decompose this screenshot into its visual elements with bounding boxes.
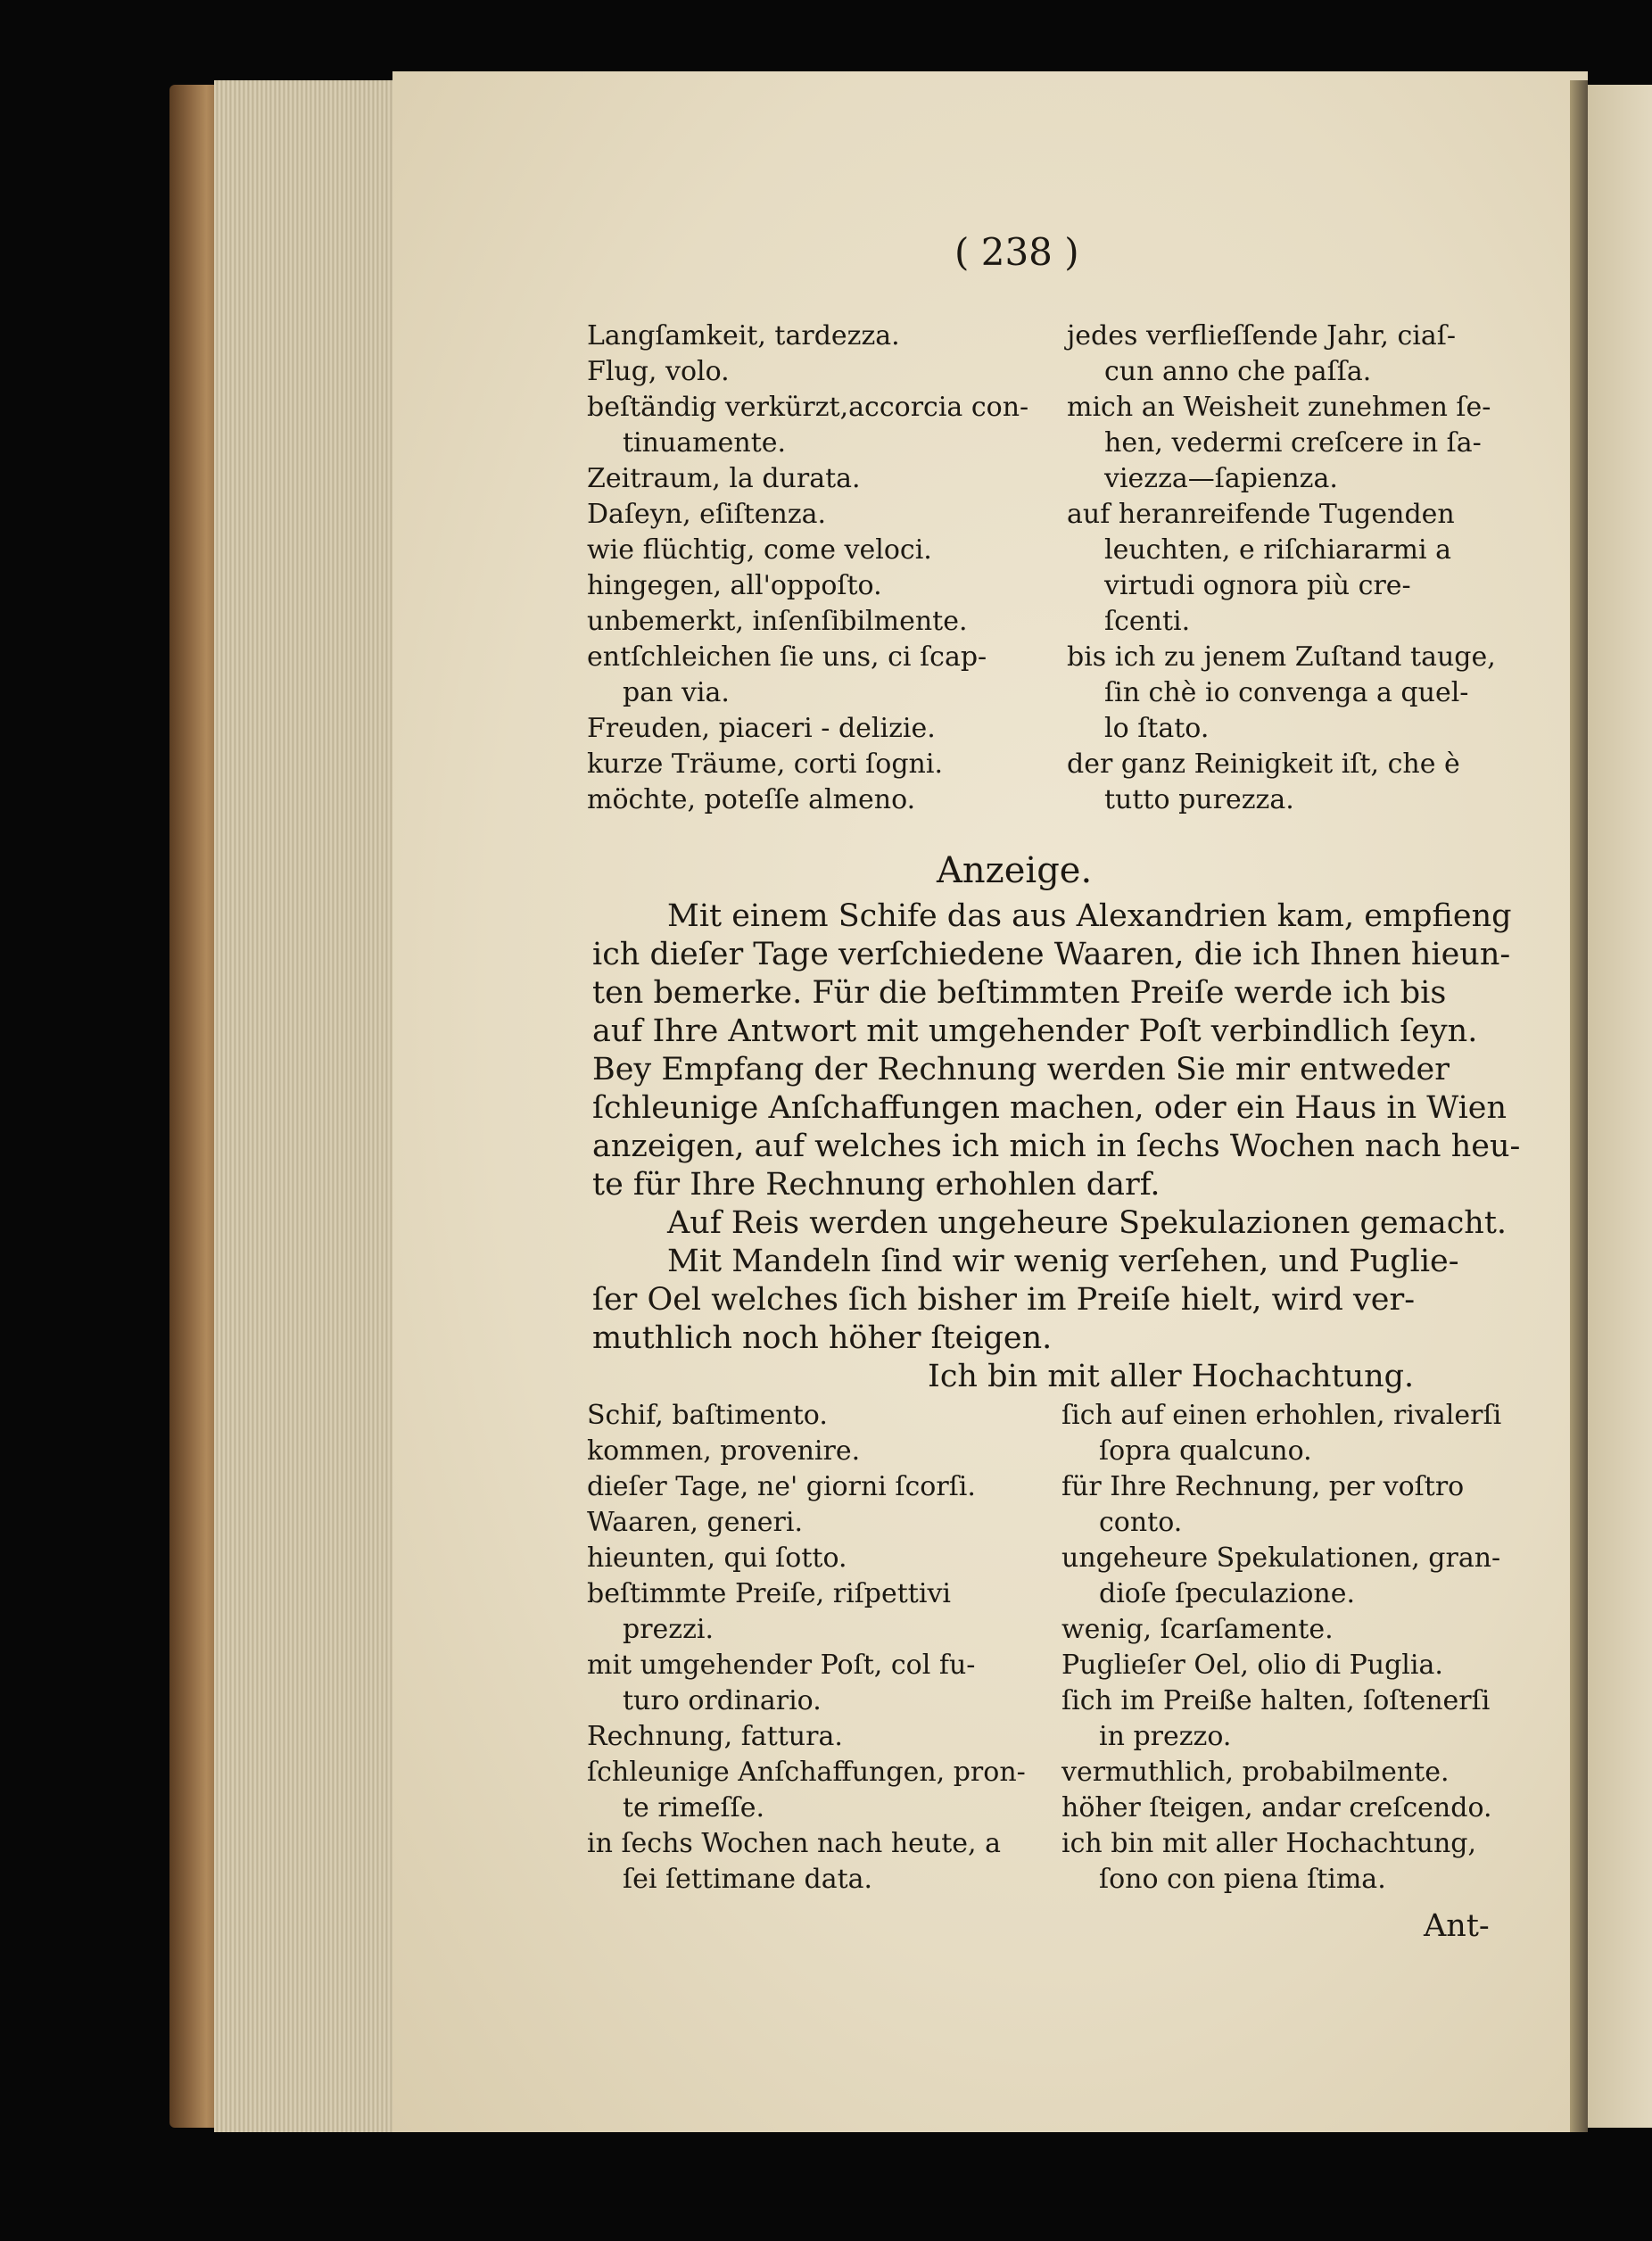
gloss-line: möchte, poteſſe almeno. (587, 784, 916, 815)
gloss-line: te rimeſſe. (623, 1792, 764, 1823)
gloss-line: tinuamente. (623, 427, 787, 459)
gloss-line: wenig, ſcarſamente. (1061, 1614, 1334, 1645)
gloss-line: entſchleichen ſie uns, ci ſcap- (587, 641, 987, 673)
gloss-line: ſin chè io convenga a quel- (1104, 677, 1469, 708)
gloss-line: Flug, volo. (587, 356, 730, 387)
gloss-line: dioſe ſpeculazione. (1099, 1578, 1355, 1609)
gloss-line: wie flüchtig, come veloci. (587, 534, 932, 566)
gloss-line: dieſer Tage, ne' giorni ſcorſi. (587, 1471, 976, 1502)
gloss-line: bis ich zu jenem Zuſtand tauge, (1067, 641, 1496, 673)
gloss-line: ſono con piena ſtima. (1099, 1864, 1386, 1895)
prose-line: anzeigen, auf welches ich mich in ſechs Wochen nach heu- (592, 1129, 1521, 1164)
gloss-line: ſich im Preiße halten, ſoſtenerſi (1061, 1685, 1491, 1716)
section-heading: Anzeige. (937, 850, 1093, 891)
gloss-line: in prezzo. (1099, 1721, 1232, 1752)
gloss-line: Waaren, generi. (587, 1507, 803, 1538)
prose-line: Auf Reis werden ungeheure Spekulazionen gemacht. (667, 1205, 1507, 1241)
gloss-line: in ſechs Wochen nach heute, a (587, 1828, 1001, 1859)
prose-line: ten bemerke. Für die beſtimmten Preiſe werde ich bis (592, 975, 1447, 1011)
prose-line: Mit einem Schife das aus Alexandrien kam, empfieng (667, 898, 1512, 934)
gloss-line: Rechnung, fattura. (587, 1721, 843, 1752)
next-page-edge (1588, 85, 1652, 2128)
gloss-line: vermuthlich, probabilmente. (1061, 1757, 1450, 1788)
gloss-line: auf heranreifende Tugenden (1067, 499, 1455, 530)
gloss-line: hieunten, qui ſotto. (587, 1542, 847, 1574)
gloss-line: höher ſteigen, andar creſcendo. (1061, 1792, 1492, 1823)
gloss-line: viezza—ſapienza. (1104, 463, 1338, 494)
gloss-line: beſtändig verkürzt,accorcia con- (587, 392, 1029, 423)
page-number: ( 238 ) (954, 230, 1079, 274)
gloss-line: conto. (1099, 1507, 1183, 1538)
gloss-line: virtudi ognora più cre- (1104, 570, 1411, 601)
gloss-line: ſcenti. (1104, 606, 1191, 637)
gloss-line: tutto purezza. (1104, 784, 1294, 815)
gloss-line: pan via. (623, 677, 730, 708)
gloss-line: mit umgehender Poſt, col fu- (587, 1650, 976, 1681)
gloss-line: unbemerkt, inſenſibilmente. (587, 606, 968, 637)
prose-line: Mit Mandeln ſind wir wenig verſehen, und Puglie- (667, 1244, 1459, 1279)
gloss-line: ungeheure Spekulationen, gran- (1061, 1542, 1501, 1574)
gloss-line: ſchleunige Anſchaffungen, pron- (587, 1757, 1026, 1788)
gloss-line: cun anno che paſſa. (1104, 356, 1372, 387)
prose-line: ich dieſer Tage verſchiedene Waaren, die ich Ihnen hieun- (592, 937, 1511, 972)
gloss-line: Langſamkeit, tardezza. (587, 320, 900, 351)
book-gutter (1570, 80, 1588, 2132)
gloss-line: jedes verflieſſende Jahr, ciaſ- (1067, 320, 1456, 351)
gloss-line: Daſeyn, eſiſtenza. (587, 499, 827, 530)
gloss-line: hingegen, all'oppoſto. (587, 570, 882, 601)
gloss-line: Schif, baſtimento. (587, 1400, 828, 1431)
prose-line: ſchleunige Anſchaffungen machen, oder ein Haus in Wien (592, 1090, 1507, 1126)
gloss-line: hen, vedermi creſcere in ſa- (1104, 427, 1482, 459)
gloss-line: kurze Träume, corti ſogni. (587, 748, 943, 780)
gloss-line: ich bin mit aller Hochachtung, (1061, 1828, 1477, 1859)
gloss-line: kommen, provenire. (587, 1435, 861, 1467)
prose-line: ſer Oel welches ſich bisher im Preiſe hielt, wird ver- (592, 1282, 1416, 1318)
prose-line: Bey Empfang der Rechnung werden Sie mir entweder (592, 1052, 1450, 1087)
gloss-line: ſei ſettimane data. (623, 1864, 873, 1895)
gloss-line: lo ſtato. (1104, 713, 1210, 744)
gloss-line: der ganz Reinigkeit iſt, che è (1067, 748, 1460, 780)
prose-line: te für Ihre Rechnung erhohlen darf. (592, 1167, 1161, 1203)
gloss-line: ſich auf einen erhohlen, rivalerſi (1061, 1400, 1502, 1431)
gloss-line: Zeitraum, la durata. (587, 463, 861, 494)
prose-line: auf Ihre Antwort mit umgehender Poſt verbindlich ſeyn. (592, 1013, 1478, 1049)
gloss-line: turo ordinario. (623, 1685, 822, 1716)
gloss-line: prezzi. (623, 1614, 714, 1645)
gloss-line: beſtimmte Preiſe, riſpettivi (587, 1578, 952, 1609)
prose-line: Ich bin mit aller Hochachtung. (928, 1359, 1415, 1394)
prose-line: muthlich noch höher ſteigen. (592, 1320, 1053, 1356)
gloss-line: Freuden, piaceri - delizie. (587, 713, 936, 744)
gloss-line: für Ihre Rechnung, per voſtro (1061, 1471, 1465, 1502)
gloss-line: Puglieſer Oel, olio di Puglia. (1061, 1650, 1443, 1681)
gloss-line: ſopra qualcuno. (1099, 1435, 1312, 1467)
page-edges (214, 80, 392, 2132)
catchword: Ant- (1424, 1908, 1490, 1944)
gloss-line: mich an Weisheit zunehmen ſe- (1067, 392, 1491, 423)
gloss-line: leuchten, e riſchiararmi a (1104, 534, 1451, 566)
